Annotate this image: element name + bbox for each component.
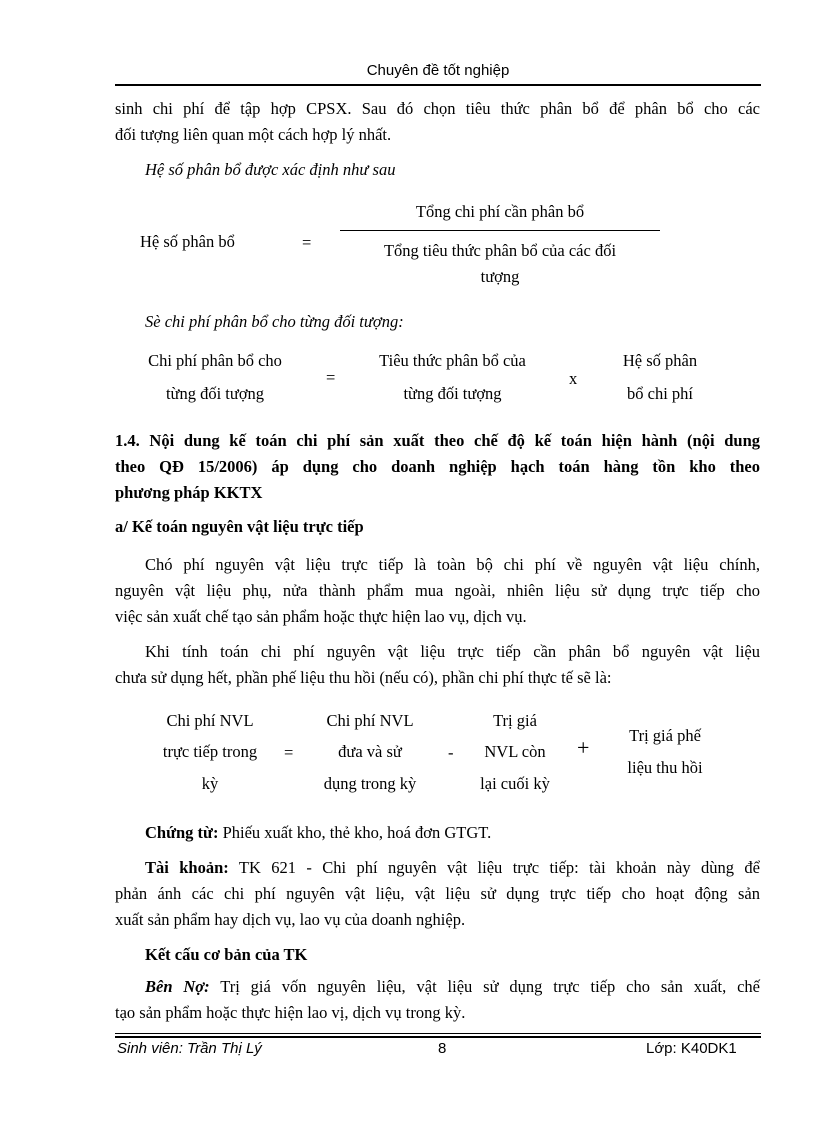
- formula1-denominator-1: Tổng tiêu thức phân bổ của các đối: [383, 241, 617, 260]
- para1-line-1: Chó phí nguyên vật liệu trực tiếp là toàn bộ chi phí về nguyên vật liệu chính,: [145, 555, 760, 574]
- formula3-c-3: lại cuối kỳ: [480, 774, 550, 793]
- debit-line-2: tạo sản phẩm hoặc thực hiện lao vị, dịch vụ trong kỳ.: [115, 1003, 466, 1022]
- footer-student: Sinh viên: Trần Thị Lý: [117, 1040, 262, 1057]
- account-line-3: xuất sản phẩm hay dịch vụ, lao vụ của doanh nghiệp.: [115, 910, 466, 929]
- formula2-term1-2: từng đối tượng: [403, 384, 502, 403]
- para2-line-1: Khi tính toán chi phí nguyên vật liệu trực tiếp cần phân bổ nguyên vật liệu: [145, 642, 760, 661]
- formula2-term2-2: bổ chi phí: [627, 384, 693, 403]
- footer-page-number: 8: [438, 1040, 447, 1057]
- formula3-minus: -: [448, 743, 454, 762]
- formula1-lhs: Hệ số phân bổ: [140, 232, 235, 251]
- subsection-heading: a/ Kế toán nguyên vật liệu trực tiếp: [115, 517, 364, 536]
- formula2-multiply: x: [569, 369, 578, 388]
- section-heading-1: 1.4. Nội dung kế toán chi phí sản xuất theo chế độ kế toán hiện hành (nội dung: [115, 431, 760, 450]
- para1-line-3: việc sản xuất chế tạo sản phẩm hoặc thực hiện lao vụ, dịch vụ.: [115, 607, 527, 626]
- formula3-d-1: Trị giá phế: [629, 726, 701, 745]
- formula2-lhs-2: từng đối tượng: [165, 384, 265, 403]
- formula1-equals: =: [302, 233, 312, 252]
- para1-line-2: nguyên vật liệu phụ, nửa thành phẩm mua ngoài, nhiên liệu sử dụng trực tiếp cho: [115, 581, 760, 600]
- documents-line: [145, 820, 491, 846]
- fraction-bar: [340, 230, 660, 231]
- account-line-2: phản ánh các chi phí nguyên vật liệu, vật liệu sử dụng trực tiếp cho hoạt động sản: [115, 884, 760, 903]
- debit-line-1: [145, 974, 760, 1000]
- formula3-c-2: NVL còn: [484, 742, 546, 761]
- formula3-a-1: Chi phí NVL: [166, 711, 254, 730]
- formula3-a-3: kỳ: [201, 774, 219, 793]
- formula1-denominator-2: tượng: [480, 267, 520, 286]
- debit-text-1: Trị giá vốn nguyên liệu, vật liệu sử dụng trực tiếp cho sản xuất, chế: [209, 977, 760, 996]
- formula3-a-2: trực tiếp trong: [162, 742, 258, 761]
- formula3-equals: =: [284, 743, 294, 762]
- para2-line-2: chưa sử dụng hết, phần phế liệu thu hồi (nếu có), phần chi phí thực tế sẽ là:: [115, 668, 612, 687]
- formula2-equals: =: [326, 368, 336, 387]
- account-text-1: TK 621 - Chi phí nguyên vật liệu trực tiếp: tài khoản này dùng để: [228, 858, 760, 877]
- formula3-b-1: Chi phí NVL: [326, 711, 414, 730]
- documents-label: Chứng từ:: [145, 823, 219, 842]
- intro-line-2: đối tượng liên quan một cách hợp lý nhất.: [115, 125, 392, 144]
- structure-heading: Kết cấu cơ bản của TK: [145, 945, 308, 964]
- formula3-b-2: đưa và sử: [338, 742, 402, 761]
- page-header-title: Chuyên đề tốt nghiệp: [366, 62, 510, 79]
- formula3-b-3: dụng trong kỳ: [323, 774, 417, 793]
- debit-label: Bên Nợ:: [145, 977, 210, 996]
- formula3-plus: +: [577, 735, 590, 760]
- formula1-numerator: Tổng chi phí cần phân bổ: [415, 202, 585, 221]
- intro-line-1: sinh chi phí để tập hợp CPSX. Sau đó chọn tiêu thức phân bổ để phân bổ cho các: [115, 99, 760, 118]
- formula2-term2-1: Hệ số phân: [622, 351, 698, 370]
- header-rule: [115, 84, 761, 86]
- account-label: Tài khoản:: [145, 858, 229, 877]
- section-heading-2: theo QĐ 15/2006) áp dụng cho doanh nghiệp hạch toán hàng tồn kho theo: [115, 457, 760, 476]
- footer-rule-bottom: [115, 1036, 761, 1038]
- formula2-term1-1: Tiêu thức phân bổ của: [379, 351, 526, 370]
- section-heading-3: phương pháp KKTX: [115, 483, 263, 502]
- account-line-1: [145, 855, 760, 881]
- footer-rule-top: [115, 1033, 761, 1034]
- formula3-d-2: liệu thu hồi: [627, 758, 703, 777]
- footer-class: Lớp: K40DK1: [646, 1040, 737, 1057]
- formula2-lhs-1: Chi phí phân bổ cho: [148, 351, 282, 370]
- formula2-caption: Sè chi phí phân bổ cho từng đối tượng:: [145, 312, 404, 331]
- documents-text: Phiếu xuất kho, thẻ kho, hoá đơn GTGT.: [218, 823, 492, 842]
- formula1-caption: Hệ số phân bổ được xác định như sau: [145, 160, 396, 179]
- formula3-c-1: Trị giá: [493, 711, 537, 730]
